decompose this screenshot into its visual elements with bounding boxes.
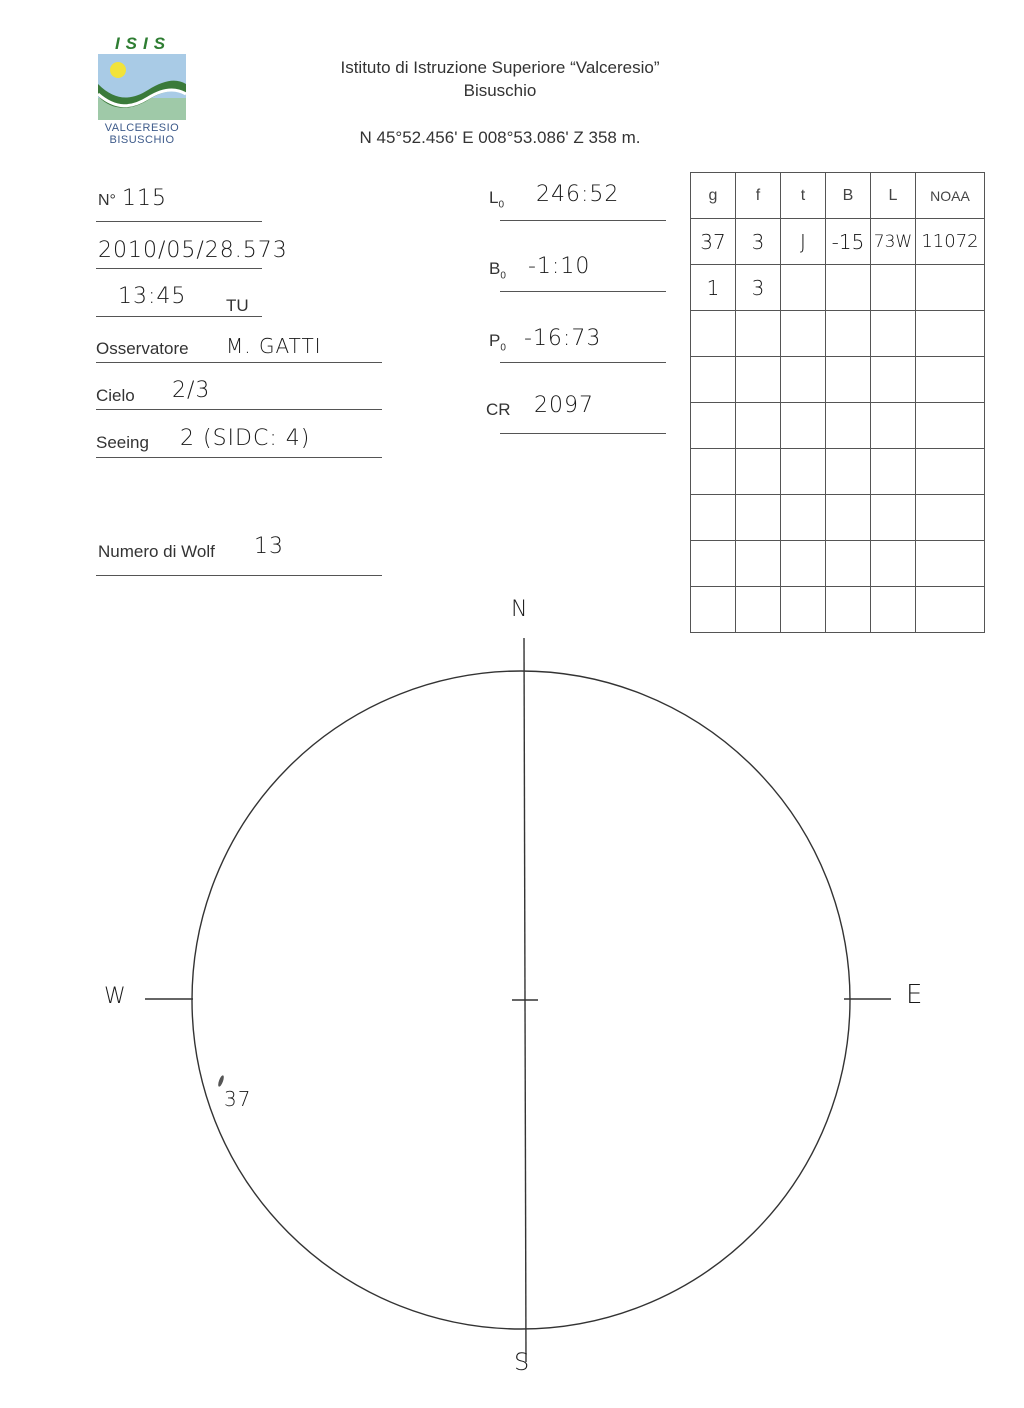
cr-underline bbox=[500, 433, 666, 434]
cell-t bbox=[781, 403, 826, 449]
date-value: 2010/05/28.573 bbox=[98, 238, 288, 263]
seeing-label: Seeing bbox=[96, 433, 149, 452]
cell-l bbox=[871, 311, 916, 357]
b0-sub: 0 bbox=[500, 270, 506, 282]
cell-b bbox=[826, 403, 871, 449]
south-label: S bbox=[514, 1348, 531, 1376]
p0-underline bbox=[500, 362, 666, 363]
cell-noaa: 11072 bbox=[916, 219, 985, 265]
number-underline bbox=[96, 221, 262, 222]
cell-t bbox=[781, 449, 826, 495]
cell-noaa bbox=[916, 449, 985, 495]
cell-t bbox=[781, 265, 826, 311]
b0-label bbox=[489, 259, 506, 281]
cell-b bbox=[826, 495, 871, 541]
observer-value: M. GATTI bbox=[226, 334, 322, 358]
logo-wordmark: ISIS bbox=[114, 34, 172, 53]
logo-line2: BISUSCHIO bbox=[109, 134, 175, 146]
east-label: E bbox=[906, 980, 924, 1010]
logo-emblem bbox=[98, 54, 186, 120]
date-underline bbox=[96, 268, 262, 269]
cell-l bbox=[871, 495, 916, 541]
cell-b bbox=[826, 449, 871, 495]
cr-label: CR bbox=[486, 400, 511, 419]
cell-l bbox=[871, 403, 916, 449]
cell-noaa bbox=[916, 403, 985, 449]
col-header-t: t bbox=[781, 173, 826, 219]
cell-f bbox=[736, 449, 781, 495]
site-coordinates: N 45°52.456' E 008°53.086' Z 358 m. bbox=[359, 128, 641, 147]
col-header-f: f bbox=[736, 173, 781, 219]
table-row bbox=[691, 449, 985, 495]
school-logo bbox=[96, 34, 188, 148]
b0-underline bbox=[500, 291, 666, 292]
cr-value: 2097 bbox=[534, 393, 594, 418]
sunspot-mark bbox=[217, 1075, 225, 1088]
cell-f bbox=[736, 311, 781, 357]
solar-disk-drawing bbox=[0, 580, 1024, 1400]
wolf-underline bbox=[96, 575, 382, 576]
l0-letter: L bbox=[489, 188, 499, 207]
cell-noaa bbox=[916, 311, 985, 357]
cell-f: 3 bbox=[736, 265, 781, 311]
cell-g bbox=[691, 357, 736, 403]
cell-b bbox=[826, 311, 871, 357]
institute-town: Bisuschio bbox=[463, 81, 537, 100]
table-row bbox=[691, 403, 985, 449]
observer-label: Osservatore bbox=[96, 339, 189, 358]
cell-l: 73W bbox=[871, 219, 916, 265]
cell-g: 37 bbox=[691, 219, 736, 265]
table-row bbox=[691, 265, 985, 311]
cell-t: J bbox=[781, 219, 826, 265]
cell-b bbox=[826, 357, 871, 403]
col-header-g: g bbox=[691, 173, 736, 219]
cell-noaa bbox=[916, 357, 985, 403]
wolf-value: 13 bbox=[254, 534, 284, 559]
table-row bbox=[691, 311, 985, 357]
observer-underline bbox=[96, 362, 382, 363]
cell-noaa bbox=[916, 495, 985, 541]
cell-t bbox=[781, 311, 826, 357]
cell-l bbox=[871, 357, 916, 403]
l0-value: 246:52 bbox=[536, 182, 620, 207]
cell-l bbox=[871, 449, 916, 495]
p0-letter: P bbox=[489, 331, 501, 350]
cell-f bbox=[736, 357, 781, 403]
time-value: 13:45 bbox=[118, 284, 187, 309]
seeing-value: 2 (SIDC: 4) bbox=[180, 426, 311, 451]
table-row bbox=[691, 357, 985, 403]
wolf-label: Numero di Wolf bbox=[98, 542, 215, 561]
institute-name: Istituto di Istruzione Superiore “Valceresio” bbox=[340, 58, 660, 77]
p0-label bbox=[489, 331, 506, 353]
cell-g bbox=[691, 495, 736, 541]
cell-g bbox=[691, 449, 736, 495]
cell-t bbox=[781, 495, 826, 541]
number-value: 115 bbox=[122, 186, 167, 211]
time-underline bbox=[96, 316, 262, 317]
p0-sub: 0 bbox=[500, 342, 506, 354]
sky-value: 2/3 bbox=[172, 378, 211, 403]
cell-b bbox=[826, 265, 871, 311]
b0-value: -1:10 bbox=[528, 254, 591, 279]
cell-t bbox=[781, 357, 826, 403]
number-label: N° bbox=[98, 192, 116, 209]
cell-f bbox=[736, 403, 781, 449]
sky-label: Cielo bbox=[96, 386, 135, 405]
seeing-underline bbox=[96, 457, 382, 458]
cell-b: -15 bbox=[826, 219, 871, 265]
cell-g: 1 bbox=[691, 265, 736, 311]
logo-line1: VALCERESIO bbox=[104, 122, 180, 134]
cell-l bbox=[871, 265, 916, 311]
cell-f bbox=[736, 495, 781, 541]
table-header-row bbox=[691, 173, 985, 219]
north-label: N bbox=[511, 597, 529, 622]
west-label: W bbox=[104, 984, 127, 1009]
cell-g bbox=[691, 311, 736, 357]
table-row bbox=[691, 495, 985, 541]
l0-sub: 0 bbox=[498, 199, 505, 211]
table-row bbox=[691, 219, 985, 265]
col-header-b: B bbox=[826, 173, 871, 219]
time-unit: TU bbox=[226, 296, 249, 315]
sunspot-group-label: 37 bbox=[224, 1087, 252, 1111]
p0-value: -16:73 bbox=[524, 326, 602, 351]
col-header-l: L bbox=[871, 173, 916, 219]
l0-underline bbox=[500, 220, 666, 221]
sunspot-table bbox=[690, 172, 985, 633]
cell-g bbox=[691, 403, 736, 449]
cell-noaa bbox=[916, 265, 985, 311]
cell-f: 3 bbox=[736, 219, 781, 265]
b0-letter: B bbox=[489, 259, 501, 278]
l0-label bbox=[489, 188, 504, 210]
sky-underline bbox=[96, 409, 382, 410]
col-header-noaa: NOAA bbox=[916, 173, 985, 219]
